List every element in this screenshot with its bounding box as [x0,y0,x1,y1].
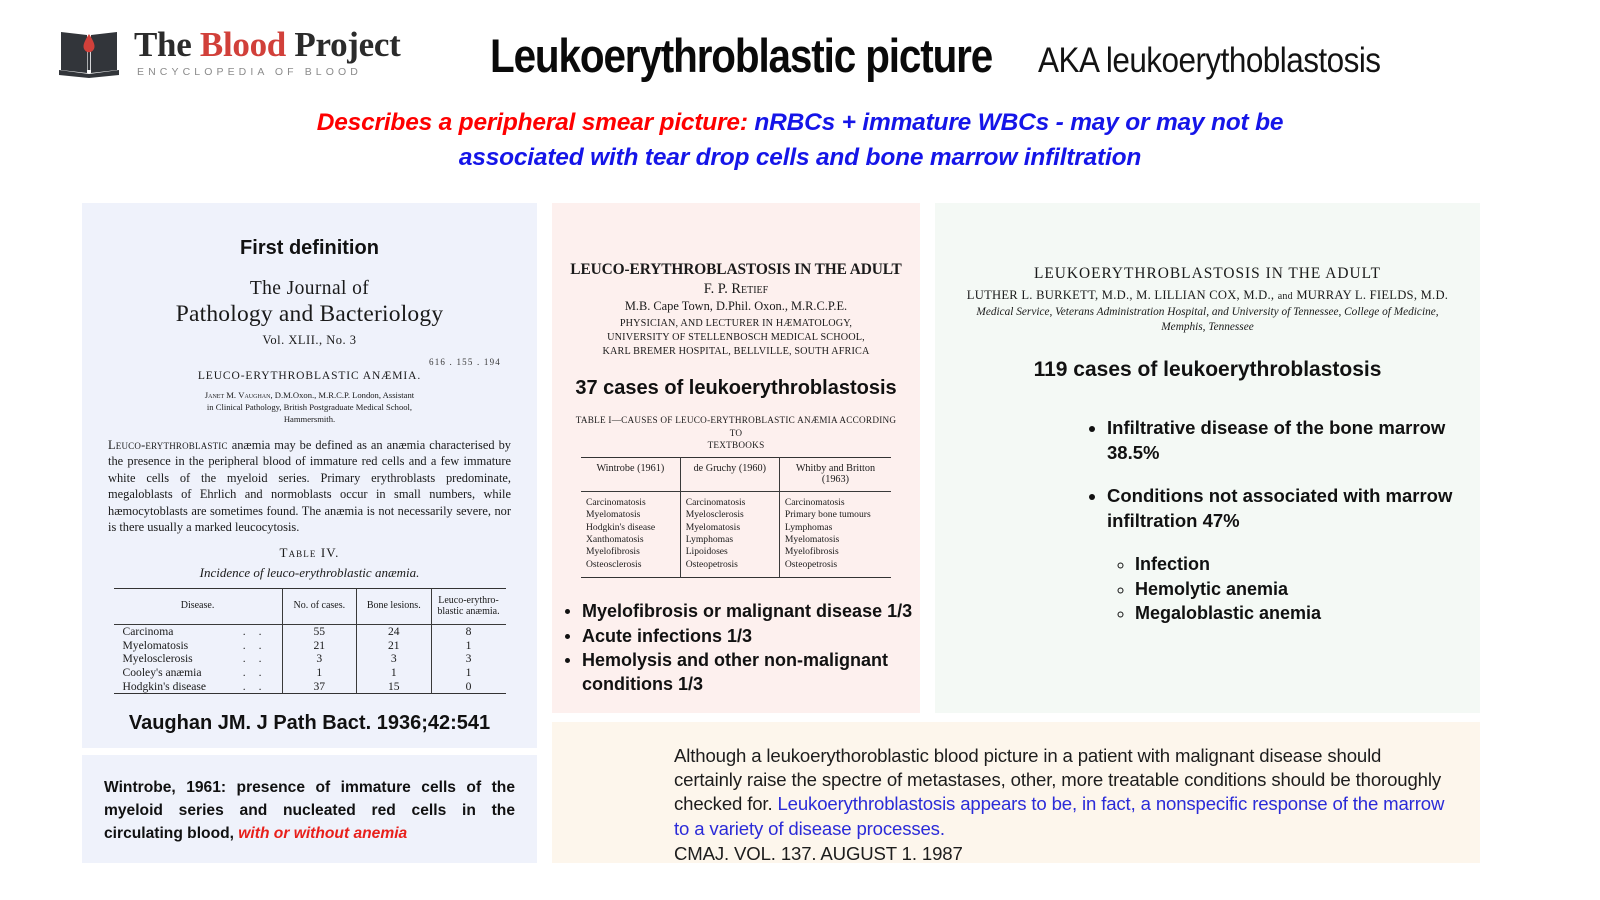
list-item: ◦ Megaloblastic anemia [1135,602,1480,626]
table4-col-disease: Disease. [114,588,283,624]
retief-bullet-list [552,600,920,696]
t1-c3-1: Primary bone tumours [784,509,871,521]
list-item: • Myelofibrosis or malignant disease 1/3 [582,600,920,623]
t1-c2-2: Myelomatosis [685,521,741,533]
retief-heading: 37 cases of leukoerythroblastosis [575,377,897,400]
burkett-aff-1: Medical Service, Veterans Administration Hospital, and University of Tennessee, College of Medicine, [976,306,1439,318]
scan-author-line-1: Janet M. Vaughan, D.M.Oxon., M.R.C.P. London, Assistant [204,390,415,400]
journal-line-1: The Journal of [249,278,370,299]
vaughan-citation: Vaughan JM. J Path Bact. 1936;42:541 [128,711,491,734]
wintrobe-emphasis: with or without anemia [233,824,408,842]
journal-line-2: Pathology and Bacteriology [175,301,444,327]
table4-r0-cases: 55 [282,624,356,638]
burkett-authors-and: and [1277,291,1293,302]
title-block [490,28,1418,83]
table4-r2-cases: 3 [282,652,356,666]
t1-c1-4: Myelofibrosis [586,546,640,558]
table4-r4-cases: 37 [282,679,356,693]
t1-c3-4: Myelofibrosis [784,546,839,558]
table1-caption [570,414,902,451]
table-row [114,624,506,638]
t1-c2-5: Osteopetrosis [685,558,738,570]
table4-r3-disease: Cooley's anæmia .. [114,666,283,680]
table4-col-cases: No. of cases. [282,588,356,624]
brand-text [134,24,401,78]
journal-masthead [102,278,517,328]
t1-c2-3: Lymphomas [685,533,734,545]
burkett-bullet-list [935,416,1480,626]
list-item [1107,416,1480,465]
open-book-blood-drop-icon [58,26,120,78]
burkett-authors-a: LUTHER L. BURKETT, M.D., M. LILLIAN COX, M.D., [966,288,1278,302]
scan-table-caption: Incidence of leuco-erythroblastic anæmia. [199,564,420,580]
incidence-table [114,588,506,694]
cmaj-citation: CMAJ. VOL. 137. AUGUST 1. 1987 [674,842,963,864]
table1-caption-line1: TABLE I—CAUSES OF LEUCO-ERYTHROBLASTIC ANÆMIA ACCORDING TO [575,415,897,438]
table1-cell-wintrobe [581,491,680,578]
t1-c2-0: Carcinomatosis [685,496,746,508]
t1-c1-2: Hodgkin's disease [586,521,656,533]
t1-c3-3: Myelomatosis [784,533,840,545]
table4-r2-lea: 3 [465,652,472,666]
retief-scan-qualifications: M.B. Cape Town, D.Phil. Oxon., M.R.C.P.E. [624,299,848,313]
t1-c3-0: Carcinomatosis [784,496,845,508]
t1-c3-5: Osteopetrosis [784,558,838,570]
brand-project: Project [285,24,401,64]
table1-caption-line2: TEXTBOOKS [707,440,765,451]
brand-blood: Blood [199,24,286,64]
cmaj-quote-blue: Leukoerythroblastosis appears to be, in fact, a nonspecific response of the marrow to a variety of disease processes. [674,793,1445,839]
brand-name [134,24,401,64]
cmaj-quote-text [674,744,1450,841]
retief-scan-affiliation [564,317,908,358]
burkett-panel [935,203,1480,713]
journal-classification-code: 616 . 155 . 194 [429,357,501,367]
t1-c1-5: Osteosclerosis [586,558,642,570]
wintrobe-main: Wintrobe, 1961: presence of immature cells of the myeloid series and nucleated red cells in the circulating blood, [104,779,515,842]
table1-col-wintrobe: Wintrobe (1961) [581,457,680,491]
cmaj-quote-panel [552,722,1480,863]
table4-r0-lea: 8 [465,625,472,639]
table4-r0-disease: Carcinoma .. [114,624,283,638]
burkett-scan-authors [957,288,1458,303]
table4-r4-disease: Hodgkin's disease .. [114,679,283,693]
t1-c1-0: Carcinomatosis [586,496,646,508]
table1-col-whitby: Whitby and Britton (1963) [779,457,891,491]
page-subtitle-aka: AKA leukoerythoblastosis [1037,41,1381,80]
table4-r1-cases: 21 [282,639,356,653]
table-row [114,639,506,653]
table4-r1-disease: Myelomatosis .. [114,639,283,653]
retief-journal-scan [552,203,920,358]
table1-cell-whitby [779,491,891,578]
table4-r3-lea: 1 [465,666,472,680]
wintrobe-panel [82,755,537,863]
table-row [114,679,506,693]
table4-col-lea: Leuco-erythro- blastic anæmia. [431,588,506,624]
scan-article-title: LEUCO-ERYTHROBLASTIC ANÆMIA. [197,370,422,382]
burkett-journal-scan [935,203,1480,334]
wintrobe-text [82,755,537,845]
table-row [114,666,506,680]
burkett-bullet-1: Conditions not associated with marrow infiltration 47% [1107,485,1453,531]
cmaj-quote-body [552,722,1480,865]
table4-r2-lesions: 3 [357,652,431,666]
scan-author-line-3: Hammersmith. [283,414,336,425]
list-item: ◦ Infection [1135,553,1480,577]
brand-logo [58,26,400,78]
table-row [581,491,891,578]
page-header [0,0,1600,100]
retief-aff-1: PHYSICIAN, AND LECTURER IN HÆMATOLOGY, [619,318,853,329]
burkett-scan-title: LEUKOERYTHROBLASTOSIS IN THE ADULT [1033,265,1382,282]
table1-col-degruchy: de Gruchy (1960) [680,457,779,491]
subtitle-red: Describes a peripheral smear picture: [316,109,748,136]
table4-col-lesions: Bone lesions. [357,588,431,624]
cmaj-quote-dark: Although a leukoerythoroblastic blood picture in a patient with malignant disease should certainly raise the spectre of metastases, other, more treatable conditions should be thoroughly checked for. [674,745,1441,815]
burkett-bullet-0: Infiltrative disease of the bone marrow 38.5% [1107,417,1446,463]
table4-r0-lesions: 24 [357,624,431,638]
retief-aff-3: KARL BREMER HOSPITAL, BELLVILLE, SOUTH AFRICA [602,345,870,357]
journal-volume: Vol. XLII., No. 3 [262,333,357,347]
t1-c1-3: Xanthomatosis [586,533,644,545]
table4-r1-lea: 1 [465,638,472,652]
causes-table [581,457,891,579]
first-definition-panel [82,203,537,748]
retief-panel [552,203,920,713]
list-item: • Acute infections 1/3 [582,625,920,648]
list-item: • Hemolysis and other non-malignant conditions 1/3 [582,649,920,696]
list-item [1107,484,1480,626]
table4-r4-lesions: 15 [357,679,431,693]
table-row [114,652,506,666]
table4-r3-cases: 1 [282,666,356,680]
definition-subtitle [0,106,1600,176]
t1-c2-1: Myelosclerosis [685,509,744,521]
table4-r4-lea: 0 [465,679,472,693]
subtitle-blue-line2: associated with tear drop cells and bone marrow infiltration [458,143,1142,171]
retief-scan-title: LEUCO-ERYTHROBLASTOSIS IN THE ADULT [570,261,902,278]
vaughan-journal-scan [82,278,537,694]
list-item: ◦ Hemolytic anemia [1135,578,1480,602]
table4-r3-lesions: 1 [357,666,431,680]
burkett-heading: 119 cases of leukoerythroblastosis [1033,358,1382,382]
retief-aff-2: UNIVERSITY OF STELLENBOSCH MEDICAL SCHOOL, [607,331,865,343]
t1-c2-4: Lipoidoses [685,546,728,558]
scan-body-text: Leuco-erythroblastic anæmia may be defined as an anæmia characterised by the presence in the peripheral blood of immature red cells and a few immature white cells of the myeloid series. Primary erythroblasts predominate, megaloblasts of Ehrlich and normoblasts occur in small numbers, while hæmocytoblasts are sometimes found. The anæmia is not necessarily severe, nor is there usually a marked leucocytosis. [108,437,511,535]
subtitle-blue: nRBCs + immature WBCs - may or may not be [747,109,1284,136]
table1-cell-degruchy [680,491,779,578]
brand-the: The [134,24,200,64]
t1-c1-1: Myelomatosis [586,509,641,521]
burkett-authors-b: MURRAY L. FIELDS, M.D. [1292,288,1449,302]
page-title: Leukoerythroblastic picture [490,29,993,82]
retief-scan-author: F. P. Retief [703,281,769,297]
brand-tagline: ENCYCLOPEDIA OF BLOOD [137,65,362,78]
retief-table-scan [552,400,920,578]
scan-author-line-2: in Clinical Pathology, British Postgraduate Medical School, [206,402,413,413]
burkett-sub-list [1107,553,1480,626]
table4-r1-lesions: 21 [357,639,431,653]
first-definition-heading: First definition [240,237,379,259]
burkett-aff-2: Memphis, Tennessee [1161,320,1254,333]
t1-c3-2: Lymphomas [784,521,833,533]
table4-r2-disease: Myelosclerosis .. [114,652,283,666]
scan-author-block [102,389,517,426]
scan-table-label: Table IV. [279,544,340,560]
burkett-scan-affiliation [957,305,1458,334]
